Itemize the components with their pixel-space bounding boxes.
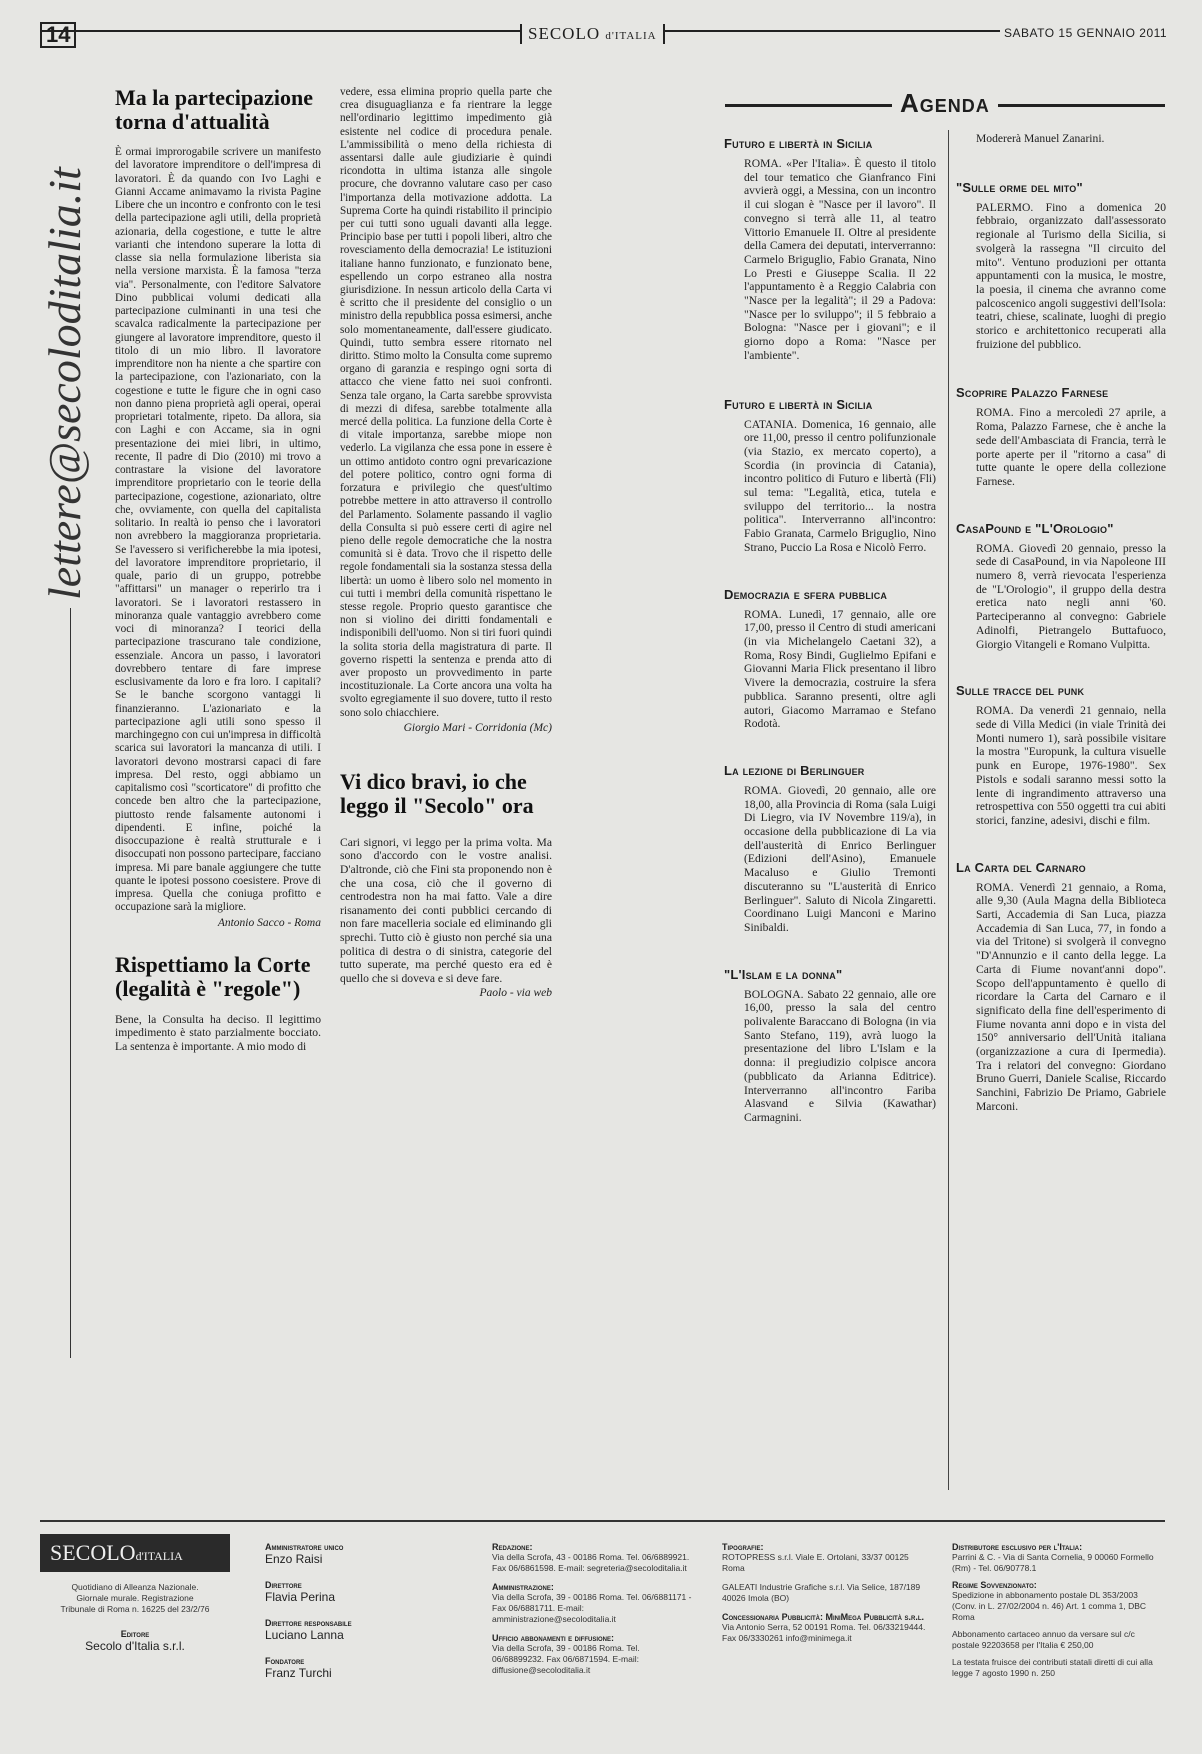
footer-office-label: Amministrazione: — [492, 1582, 554, 1592]
footer-staff-name: Luciano Lanna — [265, 1628, 344, 1642]
footer-staff-item — [265, 1618, 465, 1642]
agenda-item — [724, 967, 936, 1125]
agenda-column-1 — [724, 136, 936, 1125]
footer-staff-name: Enzo Raisi — [265, 1552, 323, 1566]
agenda-item-heading: Futuro e libertà in Sicilia — [724, 136, 873, 151]
masthead-suffix: d'ITALIA — [605, 30, 657, 42]
footer — [40, 1520, 1165, 1712]
letter-3-body: Cari signori, vi leggo per la prima volta. Ma sono d'accordo con le vostre analisi. D'altronde, ciò che Fini sta proponendo non è che una cosa, ciò che il governo di centrodestra non ha mai fatto. Vale a dire risanamento dei conti pubblici cercando di non fare macelleria sociale ed eliminando gli sprechi. Tutto ciò è giusto non perché sia una politica di destra o di sinistra, categorie del tutto superate, ma perché questo era ed è quello che si doveva e si deve fare. — [340, 835, 552, 985]
agenda-item — [724, 136, 936, 363]
agenda-col2-intro: Modererà Manuel Zanarini. — [976, 132, 1105, 145]
footer-editore-label: Editore — [120, 1629, 150, 1639]
page-number: 14 — [40, 22, 76, 48]
agenda-item — [956, 521, 1166, 652]
footer-distribution — [952, 1542, 1162, 1679]
footer-office-label: Ufficio abbonamenti e diffusione: — [492, 1633, 614, 1643]
footer-distribution-text: Spedizione in abbonamento postale DL 353/2003 (Conv. in L. 27/02/2004 n. 46) Art. 1 comma 1, DBC Roma — [952, 1590, 1147, 1622]
footer-distribution-label: Distributore esclusivo per l'Italia: — [952, 1542, 1083, 1552]
footer-editore: Secolo d'Italia s.r.l. — [85, 1639, 185, 1653]
letter-1-body: È ormai improrogabile scrivere un manifesto del lavoratore imprenditore o dell'impresa di lavoratori. È da quando con Ivo Laghi e Gianni Accame animavamo la rivista Pagine Libere che un incontro e confronto con le tesi della partecipazione agli utili, della proprietà azionaria, della cogestione, e tutte le altre varianti che intendono superare la lotta di classe sia nella formulazione liberista sia nella versione marxista. È la famosa "terza via". Personalmente, con l'editore Salvatore Dino pubblicai volumi dedicati alla partecipazione culminanti in una tesi che scavalca radicalmente la partecipazione per giungere al lavoratore imprenditore, questo il titolo di un mio libro. Il lavoratore imprenditore non ha niente a che spartire con la partecipazione, con l'azionariato, con la cogestione e tutte le figure che in ogni caso non danno piena proprietà agli operai, operai proprietari totalmente, ripeto. Da allora, sia con Laghi e con Accame, sia in ogni presentazione dei miei libri, in ultimo, recente, Il padre di Dio (2010) mi trovo a contrastare la visione del lavoratore imprenditore proprietario con le teorie della partecipazione, cogestione, azionariato, oltre che, ovviamente, con quella del capitalista solitario. In realtà io penso che i lavoratori non avrebbero la maggioranza proprietaria. Se l'avessero si verificherebbe la mia ipotesi, del lavoratore imprenditore proprietario, il quale, pario di un gruppo, potrebbe "affittarsi" un manager o reperirlo tra i lavoratori. Se i lavoratori restassero in minoranza quale vantaggio avrebbero come voci di minoranza? I teorici della partecipazione trascurano tale condizione, essenziale. Ancora un passo, i lavoratori dovrebbero tentare di fare imprese esclusivamente da loro e fra loro. I capitali? Se le banche scorgono vantaggi li finanzieranno. L'azionariato e la partecipazione agli utili sono spesso il marchingegno con cui un'impresa in difficoltà scarica sui lavoratori la mancanza di utili. I lavoratori devono mostrarsi capaci di fare impresa. Del resto, oggi abbiamo un capitalismo così "scorticatore" di profitto che concede ben altro che la partecipazione, piuttosto rende falsamente autonomi i dipendenti. E infine, poiché la disoccupazione è realtà strutturale e i disoccupati non possono partecipare, facciano impresa. Mi pare banale aggiungere che tutte quante le ipotesi possono coesistere. Prove di impresa. Quella che coniuga profitto e occupazione sarà la migliore. — [115, 146, 321, 914]
footer-staff-name: Franz Turchi — [265, 1666, 332, 1680]
letter-2-signature: Giorgio Mari - Corridonia (Mc) — [403, 721, 552, 734]
agenda-column-2 — [956, 132, 1166, 1114]
footer-office-label: Redazione: — [492, 1542, 533, 1552]
agenda-item-heading: "L'Islam e la donna" — [724, 966, 843, 982]
footer-staff-name: Flavia Perina — [265, 1590, 336, 1604]
agenda-item-body: BOLOGNA. Sabato 22 gennaio, alle ore 16,00, presso la sala del centro polivalente Baraccano di Bologna (in via Santo Stefano, 119), avrà luogo la presentazione del libro L'Islam e la donna: il pregiudizio colpisce ancora (pubblicato da Arianna Editrice). Interverranno all'incontro Fariba Alasvand e Silvia (Kawathar) Carmagnini. — [744, 987, 936, 1124]
footer-office-text: Via della Scrofa, 39 - 00186 Roma. Tel. 06/68899232. Fax 06/6871594. E-mail: diffusione@secoloditalia.it — [492, 1643, 640, 1675]
footer-distribution-label: Regime Sovvenzionato: — [952, 1580, 1037, 1590]
footer-printer-label: Concessionaria Pubblicità: MiniMega Pubblicità s.r.l. — [722, 1612, 924, 1622]
agenda-item — [956, 860, 1166, 1114]
footer-distribution-text: Abbonamento cartaceo annuo da versare sul c/c postale 92203658 per l'Italia € 250,00 — [952, 1629, 1135, 1650]
footer-staff-item — [265, 1580, 465, 1604]
agenda-item-body: ROMA. Venerdì 21 gennaio, a Roma, alle 9,30 (Aula Magna della Biblioteca Sarti, Accademia di San Luca, piazza Accademia di San Luca, 77, in fondo a via del Tritone) si svolgerà il convegno "D'Annunzio e il canto della legge. La Carta di Fiume novant'anni dopo". Scopo dell'appuntamento è quello di ricordare la Carta del Carnaro e il significato della fine dell'esperimento di Fiume novanta anni dopo e in vista del 150° anniversario dell'Unità italiana (organizzazione a cura di Ipermedia). Tra i relatori del convegno: Giordano Bruno Guerri, Daniele Scalise, Riccardo Sanchini, Fabrizio De Priamo, Gabriele Marconi. — [976, 880, 1166, 1113]
footer-distribution-text: Parrini & C. - Via di Santa Cornelia, 9 00060 Formello (Rm) - Tel. 06/90778.1 — [952, 1552, 1154, 1573]
agenda-item-heading: La Carta del Carnaro — [956, 859, 1086, 875]
agenda-item — [956, 180, 1166, 352]
agenda-item-body: ROMA. Giovedì 20 gennaio, presso la sede di CasaPound, in via Napoleone III numero 8, verrà rievocata l'esperienza de "L'Orologio", il gruppo della destra eretica nato negli anni '60. Parteciperanno al convegno: Gabriele Adinolfi, Pietrangelo Buttafuoco, Giorgio Vitangeli e Romano Vulpitta. — [976, 541, 1166, 651]
letters-column-1 — [115, 86, 321, 1053]
footer-logo-suffix: d'ITALIA — [135, 1549, 183, 1563]
footer-staff-label: Direttore responsabile — [265, 1618, 352, 1628]
agenda-item — [956, 683, 1166, 827]
letter-3-signature: Paolo - via web — [479, 987, 552, 1000]
letters-email: lettere@secoloditalia.it — [39, 167, 90, 600]
footer-printers — [722, 1542, 932, 1644]
masthead-name: SECOLO — [528, 24, 601, 43]
letter-2-body: Bene, la Consulta ha deciso. Il legittimo impedimento è stato parzialmente bocciato. La sentenza è importante. A mio modo di — [115, 1012, 321, 1053]
agenda-item — [724, 763, 936, 935]
agenda-item-heading: La lezione di Berlinguer — [724, 762, 865, 778]
footer-office-text: Via della Scrofa, 43 - 00186 Roma. Tel. 06/6889921. Fax 06/6861598. E-mail: segreteria@secoloditalia.it — [492, 1552, 690, 1573]
footer-logo — [40, 1534, 230, 1572]
letter-1-signature: Antonio Sacco - Roma — [217, 916, 321, 929]
footer-staff-label: Fondatore — [265, 1656, 305, 1666]
footer-staff-item — [265, 1656, 465, 1680]
agenda-item-body: ROMA. Fino a mercoledì 27 aprile, a Roma, Palazzo Farnese, che è anche la sede dell'Ambasciata di Francia, terrà le porte aperte per il "ritorno a casa" di tutte quante le opere della collezione Farnese. — [976, 406, 1166, 488]
agenda-divider — [948, 130, 949, 1490]
agenda-item-body: ROMA. Lunedì, 17 gennaio, alle ore 17,00, presso il Centro di studi americani (in via Michelangelo Caetani 32), a Roma, Rosy Bindi, Guglielmo Epifani e Giovanni Maria Flick presentano il libro Vivere la democrazia, costruire la sfera pubblica. Saranno presenti, oltre agli autori, Giacomo Marramao e Stefano Rodotà. — [744, 607, 936, 731]
footer-distribution-text: La testata fruisce dei contributi statali diretti di cui alla legge 7 agosto 1990 n. 250 — [952, 1657, 1153, 1678]
footer-staff-label: Direttore — [265, 1580, 302, 1590]
footer-printer-text: ROTOPRESS s.r.l. Viale E. Ortolani, 33/37 00125 Roma — [722, 1552, 909, 1573]
letters-column-2 — [340, 86, 552, 999]
agenda-item-body: ROMA. Giovedì, 20 gennaio, alle ore 18,00, alla Provincia di Roma (sala Luigi Di Liegro, via IV Novembre 119/a), in occasione della pubblicazione di La via dell'austerità di Enrico Berlinguer (Edizioni dell'Asino), Emanuele Macaluso e Giulio Tremonti discuteranno su "L'austerità di Enrico Berlinguer". Saluto di Nicola Zingaretti. Coordinano Luigi Manconi e Marino Sinibaldi. — [744, 783, 936, 934]
footer-printer-text: Via Antonio Serra, 52 00191 Roma. Tel. 06/33219444. Fax 06/3330261 info@minimega.it — [722, 1622, 926, 1643]
agenda-item — [956, 385, 1166, 488]
footer-office-text: Via della Scrofa, 39 - 00186 Roma. Tel. 06/6881171 - Fax 06/6881711. E-mail: amministrazione@secoloditalia.it — [492, 1592, 692, 1624]
agenda-item-heading: Democrazia e sfera pubblica — [724, 586, 888, 602]
masthead — [520, 24, 665, 44]
letter-1-title: Ma la partecipazione torna d'attualità — [115, 85, 313, 134]
agenda-item — [724, 587, 936, 731]
letter-2-title: Rispettiamo la Corte (legalità è "regole") — [115, 951, 311, 1001]
agenda-item-body: PALERMO. Fino a domenica 20 febbraio, organizzato dall'assessorato regionale al Turismo della Sicilia, si svolgerà la rassegna "Il circuito del mito". Ventuno produzioni per ottanta appuntamenti con la musica, le mostre, la poesia, il cinema che avranno come palcoscenico angoli suggestivi dell'Isola: teatri, chiese, scalinate, luoghi di pregio storico e architettonico recuperati alla fruizione del pubblico. — [976, 200, 1166, 351]
agenda-item-heading: Futuro e libertà in Sicilia — [724, 396, 873, 412]
footer-staff — [265, 1542, 465, 1680]
agenda-item-heading: Scoprire Palazzo Farnese — [956, 385, 1109, 401]
footer-printer-text: GALEATI Industrie Grafiche s.r.l. Via Selice, 187/189 40026 Imola (BO) — [722, 1582, 921, 1603]
letter-3-title: Vi dico bravi, io che leggo il "Secolo" ora — [340, 768, 534, 818]
footer-staff-label: Amministratore unico — [265, 1542, 344, 1552]
agenda-item-body: ROMA. «Per l'Italia». È questo il titolo del tour tematico che Gianfranco Fini avvierà oggi, a Messina, con un incontro il cui slogan è "Nasce per il lavoro". Il convegno si terrà alle 11, al teatro Vittorio Emanuele II. Oltre al presidente della Camera dei deputati, interverranno: Carmelo Briguglio, Fabio Granata, Nino Lo Presti e Giuseppe Scalia. Il 22 l'appuntamento è a Reggio Calabria con "Nasce per la legalità"; il 29 a Padova: "Nasce per lo sviluppo"; il 5 febbraio a Bologna: "Nasce per i giovani"; e il giorno dopo a Roma: "Nasce per l'ambiente". — [744, 157, 936, 362]
agenda-title: Agenda — [892, 88, 998, 119]
footer-logo-name: SECOLO — [50, 1540, 136, 1565]
sidebar-rule — [70, 608, 71, 1358]
agenda-item-body: ROMA. Da venerdì 21 gennaio, nella sede di Villa Medici (in viale Trinità dei Monti numero 1), sarà possibile visitare la mostra "Europunk, la cultura visuelle punk en Europe, 1976-1980". Sex Pistols e sodali saranno messi sotto la lente di ingrandimento attraverso una retrospettiva con 550 oggetti tra cui abiti storici, fanzine, adesivi, dischi e film. — [976, 704, 1166, 827]
agenda-item-heading: "Sulle orme del mito" — [956, 179, 1083, 195]
footer-printer-label: Tipografie: — [722, 1542, 764, 1552]
footer-staff-item — [265, 1542, 465, 1566]
agenda-item-heading: Sulle tracce del punk — [956, 683, 1085, 699]
footer-offices — [492, 1542, 692, 1676]
footer-masthead — [40, 1534, 230, 1653]
letter-2-continuation: vedere, essa elimina proprio quella parte che crea disuguaglianza e fa rientrare la legge nell'ordinario legittimo impedimento già esistente nel codice di procedura penale. L'ammissibilità o meno della richiesta di assentarsi dalle aule giudiziarie è quindi ricondotta in ultima istanza alle singole procure, che dovranno valutare caso per caso l'importanza della motivazione addotta. La Suprema Corte ha quindi ristabilito il principio per cui tutti sono uguali davanti alla legge. Principio base per tutti i popoli liberi, altro che rovesciamento della democrazia! Le istituzioni italiane hanno funzionato, e funzionato bene, espellendo un corpo estraneo alla nostra giurisdizione. In nessun articolo della Carta vi è scritto che il presidente del consiglio o un ministro della repubblica possa esimersi, anche solo momentaneamente, dall'essere giudicato. Quindi, tutto sembra essere ritornato nel diritto. Stimo molto la Consulta come supremo organo di garanzia e respingo ogni sorta di attacco che viene fatto nei suoi confronti. Senza tale organo, la Carta sarebbe sprovvista di mezzi di difesa, sarebbe totalmente alla mercé della politica. La funzione della Corte è di vitale importanza, sarebbe miope non vederlo. La vigilanza che essa pone in essere è un ottimo antidoto contro ogni prevaricazione del potere politico, contro ogni forma di forzatura e privilegio che quest'ultimo potrebbe mettere in atto attraverso il controllo del Parlamento. Solamente passando il vaglio della Consulta si può essere certi di agire nel pieno delle regole democratiche che la nostra comunità si è data. Trovo che il rispetto delle regole fondamentali sia la sostanza stessa della libertà: un uomo è libero solo nel momento in cui tutti i membri della comunità rispettano le stesse regole. Proprio questo garantisce che non si violino dei diritti fondamentali e indisponibili dell'uomo. Non si tiri fuori quindi la solita storia della magistratura di parte. Il governo rispetti la sentenza e prenda atto di aver proposto un provvedimento in parte incostituzionale. La Corte ancora una volta ha svolto egregiamente il suo dovere, tutto il resto sono solo chiacchiere. — [340, 86, 552, 719]
issue-date: SABATO 15 GENNAIO 2011 — [1000, 26, 1171, 40]
agenda-item-body: CATANIA. Domenica, 16 gennaio, alle ore 11,00, presso il centro polifunzionale (via Stazio, ex mercato coperto), a Scordia (in provincia di Catania), incontro politico di Futuro e libertà (Fli) sul tema: "Legalità, etica, tutela e sviluppo del territorio... la nostra politica". Interverranno all'incontro: Fabio Granata, Carmelo Briguglio, Nino Strano, Puccio La Rosa e Nicolò Ferro. — [744, 417, 936, 554]
agenda-item — [724, 397, 936, 555]
footer-description: Quotidiano di Alleanza Nazionale. Giornale murale. Registrazione Tribunale di Roma n. 16225 del 23/2/76 — [60, 1582, 210, 1614]
agenda-item-heading: CasaPound e "L'Orologio" — [956, 520, 1114, 536]
